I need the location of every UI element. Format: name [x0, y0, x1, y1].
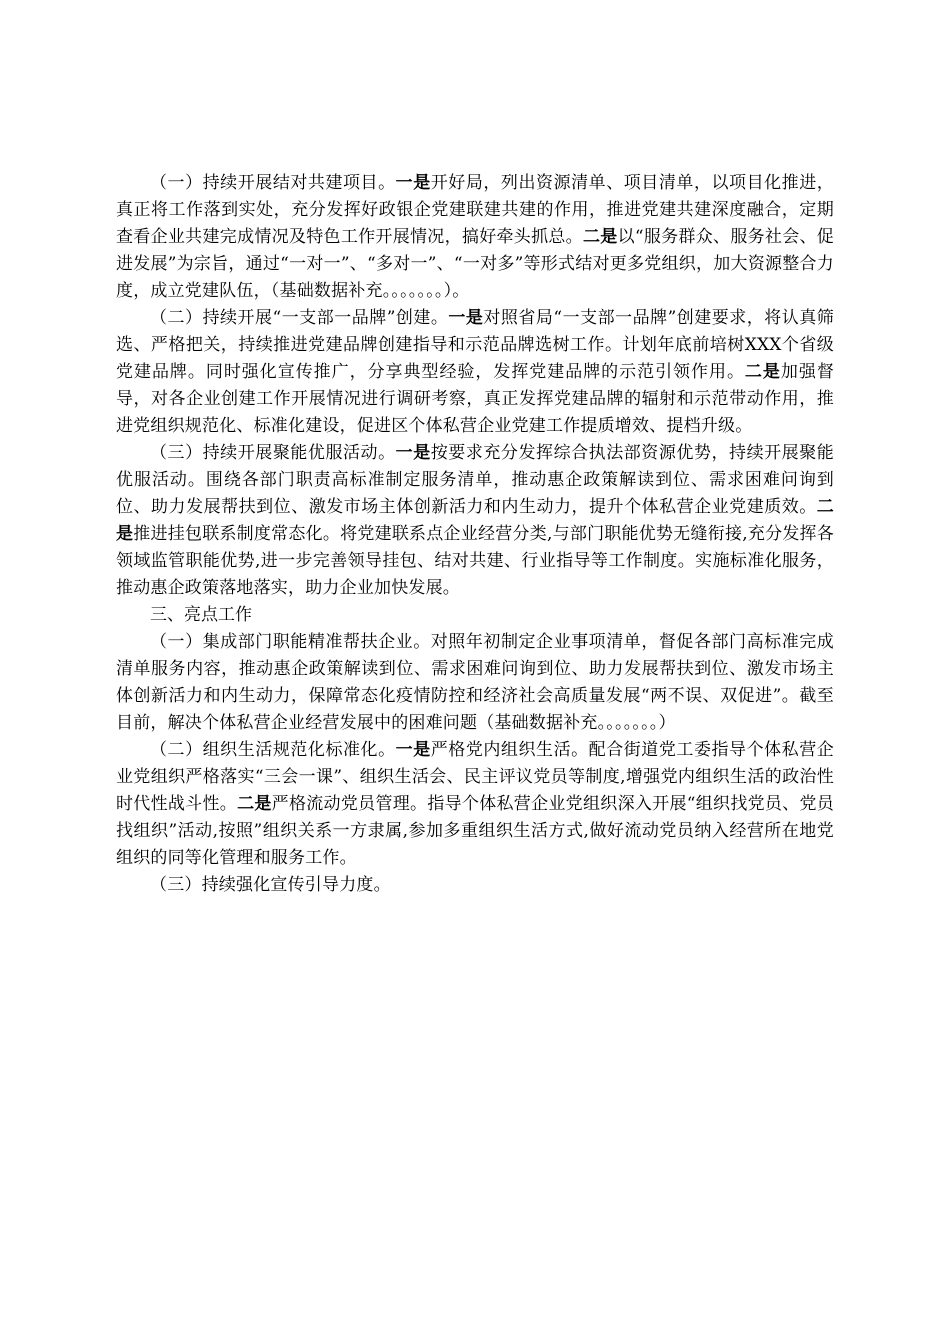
paragraph-text: 开好局，列出资源清单、项目清单，以项目化推进，真正将工作落到实处，充分发挥好政银企党建联建共建的作用，推进党建共建深度融合，定期查看企业共建完成情况及特色工作开展情况，搞好牵头抓总。	[116, 173, 834, 247]
bold-marker: 二是	[582, 227, 618, 247]
bold-marker: 一是	[395, 443, 431, 463]
paragraph-text: 对照省局“一支部一品牌”创建要求，将认真筛选、严格把关，持续推进党建品牌创建指导和示范品牌选树工作。计划年底前培树XXX个省级党建品牌。同时强化宣传推广，分享典型经验，发挥党建品牌的示范引领作用。	[116, 308, 834, 382]
paragraph-text: 加强督导，对各企业创建工作开展情况进行调研考察，真正发挥党建品牌的辐射和示范带动作用，推进党组织规范化、标准化建设，促进区个体私营企业党建工作提质增效、提档升级。	[116, 362, 835, 436]
paragraph-text: 推进挂包联系制度常态化。将党建联系点企业经营分类,与部门职能优势无缝衔接,充分发挥各领域监管职能优势,进一步完善领导挂包、结对共建、行业指导等工作制度。实施标准化服务，推动惠企政策落地落实，助力企业加快发展。	[116, 524, 834, 598]
bold-marker: 二是	[116, 497, 834, 544]
bold-marker: 二是	[744, 362, 781, 382]
paragraph-text: （三）持续开展聚能优服活动。	[150, 443, 396, 463]
paragraph-precise-support	[116, 629, 834, 737]
paragraph-service-activity	[116, 440, 834, 602]
paragraph-text: 严格流动党员管理。指导个体私营企业党组织深入开展“组织找党员、党员找组织”活动,按照”组织关系一方隶属,参加多重组织生活方式,做好流动党员纳入经营所在地党组织的同等化管理和服务工作。	[116, 794, 834, 868]
paragraph-text: （三）持续强化宣传引导力度。	[150, 875, 391, 895]
bold-marker: 一是	[448, 308, 484, 328]
paragraph-publicity	[116, 872, 834, 899]
paragraph-text: （二）持续开展“一支部一品牌”创建。	[150, 308, 449, 328]
paragraph-text: 按要求充分发挥综合执法部资源优势，持续开展聚能优服活动。围绕各部门职责高标准制定服务清单，推动惠企政策解读到位、需求困难问询到位、助力发展帮扶到位、激发市场主体创新活力和内生动力，提升个体私营企业党建质效。	[116, 443, 834, 517]
paragraph-branch-brand	[116, 305, 834, 440]
paragraph-organization-life	[116, 737, 834, 872]
paragraph-joint-building	[116, 170, 834, 305]
section-heading: 三、亮点工作	[150, 605, 252, 625]
document-body	[116, 170, 834, 899]
paragraph-text: 以“服务群众、服务社会、促进发展”为宗旨，通过“一对一”、“多对一”、“一对多”等形式结对更多党组织，加大资源整合力度，成立党建队伍，（基础数据补充。。。。。。。）。	[116, 227, 834, 301]
bold-marker: 一是	[395, 740, 431, 760]
paragraph-text: （一）集成部门职能精准帮扶企业。对照年初制定企业事项清单，督促各部门高标准完成清单服务内容，推动惠企政策解读到位、需求困难问询到位、助力发展帮扶到位、激发市场主体创新活力和内生动力，保障常态化疫情防控和经济社会高质量发展“两不误、双促进”。截至目前，解决个体私营企业经营发展中的困难问题（基础数据补充。。。。。。。）	[116, 632, 834, 733]
bold-marker: 二是	[237, 794, 272, 814]
paragraph-text: （二）组织生活规范化标准化。	[150, 740, 396, 760]
paragraph-text: 严格党内组织生活。配合街道党工委指导个体私营企业党组织严格落实“三会一课”、组织生活会、民主评议党员等制度,增强党内组织生活的政治性时代性战斗性。	[116, 740, 834, 814]
bold-marker: 一是	[395, 173, 431, 193]
paragraph-text: （一）持续开展结对共建项目。	[150, 173, 396, 193]
